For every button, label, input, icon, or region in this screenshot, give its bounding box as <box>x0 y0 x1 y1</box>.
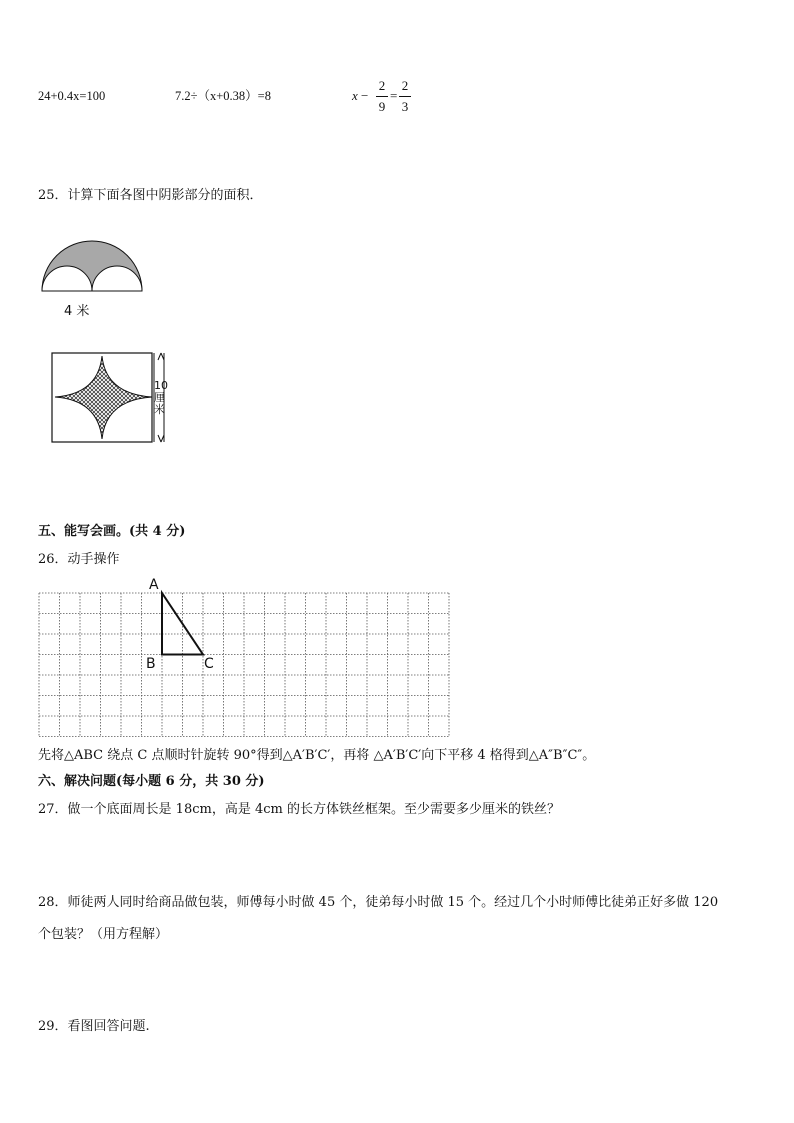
eq3-minus: − <box>361 88 369 103</box>
q26-grid <box>38 592 450 737</box>
q26-point-a: A <box>149 577 159 593</box>
eq3-equals: = <box>390 88 398 103</box>
q26-point-c: C <box>204 656 214 672</box>
eq3-variable: x <box>352 88 358 103</box>
q28-prompt-line2: 个包装？（用方程解） <box>38 927 169 942</box>
arrow-up <box>158 353 164 360</box>
q29-prompt: 29．看图回答问题. <box>38 1019 150 1034</box>
eq3-frac2-denominator: 3 <box>401 99 409 114</box>
arrow-down <box>158 435 164 442</box>
q25-figure2-label-unit2: 米 <box>154 403 165 416</box>
q25-figure2-label-number: 10 <box>154 379 168 392</box>
equation-2: 7.2÷（x+0.38）=8 <box>175 89 271 103</box>
eq3-frac1-numerator: 2 <box>378 78 386 93</box>
q25-prompt: 25．计算下面各图中阴影部分的面积． <box>38 188 263 203</box>
section6-heading: 六、解决问题(每小题 6 分，共 30 分) <box>38 774 265 789</box>
equation-1: 24+0.4x=100 <box>38 89 106 103</box>
eq3-frac1-bar <box>376 96 388 97</box>
q27-prompt: 27．做一个底面周长是 18cm，高是 4cm 的长方体铁丝框架。至少需要多少厘米的铁丝？ <box>38 802 560 817</box>
q25-figure1-label: 4 米 <box>64 304 90 319</box>
eq3-frac1-denominator: 9 <box>378 99 386 114</box>
eq3-frac2-bar <box>399 96 411 97</box>
q25-figure-semicircles <box>38 225 148 300</box>
q26-prompt: 26．动手操作 <box>38 552 120 567</box>
q26-instruction: 先将△ABC 绕点 C 点顺时针旋转 90°得到△A′B′C′，再将 △A′B′C′向下平移 4 格得到△A″B″C″。 <box>38 748 596 763</box>
q25-figure2-label-unit1: 厘 <box>154 391 165 404</box>
eq3-frac2-numerator: 2 <box>401 78 409 93</box>
q28-prompt-line1: 28．师徒两人同时给商品做包装，师傅每小时做 45 个，徒弟每小时做 15 个。经过几个小时师傅比徒弟正好多做 120 <box>38 895 719 910</box>
section5-heading: 五、能写会画。(共 4 分) <box>38 524 186 539</box>
q26-point-b: B <box>146 656 156 672</box>
